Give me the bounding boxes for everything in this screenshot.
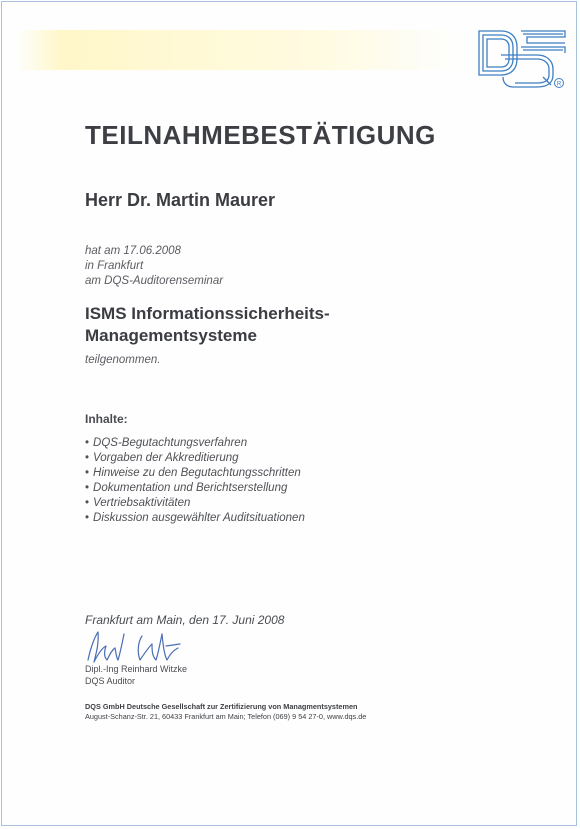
participated-text: teilgenommen. bbox=[85, 354, 161, 366]
list-item: • DQS-Begutachtungsverfahren bbox=[85, 436, 305, 451]
course-title-line-1: ISMS Informationssicherheits- bbox=[85, 304, 330, 323]
intro-text bbox=[85, 244, 223, 289]
header-tint bbox=[16, 30, 461, 70]
intro-date-line: hat am 17.06.2008 bbox=[85, 245, 181, 257]
signer-role: DQS Auditor bbox=[85, 676, 136, 686]
signer-name: Dipl.-Ing Reinhard Witzke bbox=[85, 664, 188, 674]
course-title bbox=[85, 303, 330, 347]
certificate-title: TEILNAHMEBESTÄTIGUNG bbox=[85, 120, 436, 150]
svg-text:R: R bbox=[556, 81, 562, 88]
list-item: • Vorgaben der Akkreditierung bbox=[85, 451, 305, 466]
signer-block bbox=[85, 663, 187, 687]
list-item: • Vertriebsaktivitäten bbox=[85, 496, 305, 511]
course-title-line-2: Managementsysteme bbox=[85, 326, 257, 345]
company-address: August-Schanz-Str. 21, 60433 Frankfurt am Main; Telefon (069) 9 54 27-0, www.dqs.de bbox=[85, 712, 367, 721]
contents-heading: Inhalte: bbox=[85, 412, 128, 426]
list-item: • Diskussion ausgewählter Auditsituationen bbox=[85, 511, 305, 526]
recipient-name: Herr Dr. Martin Maurer bbox=[85, 190, 276, 210]
intro-location-line: in Frankfurt bbox=[85, 260, 144, 272]
dqs-logo bbox=[477, 27, 569, 91]
place-date: Frankfurt am Main, den 17. Juni 2008 bbox=[85, 613, 285, 627]
list-item: • Dokumentation und Berichtserstellung bbox=[85, 481, 305, 496]
certificate-page bbox=[1, 1, 577, 826]
company-name: DQS GmbH Deutsche Gesellschaft zur Zertifizierung von Managmentsystemen bbox=[85, 702, 358, 711]
company-footer bbox=[85, 702, 366, 722]
list-item: • Hinweise zu den Begutachtungsschritten bbox=[85, 466, 305, 481]
intro-seminar-line: am DQS-Auditorenseminar bbox=[85, 275, 224, 287]
contents-list bbox=[85, 436, 305, 526]
